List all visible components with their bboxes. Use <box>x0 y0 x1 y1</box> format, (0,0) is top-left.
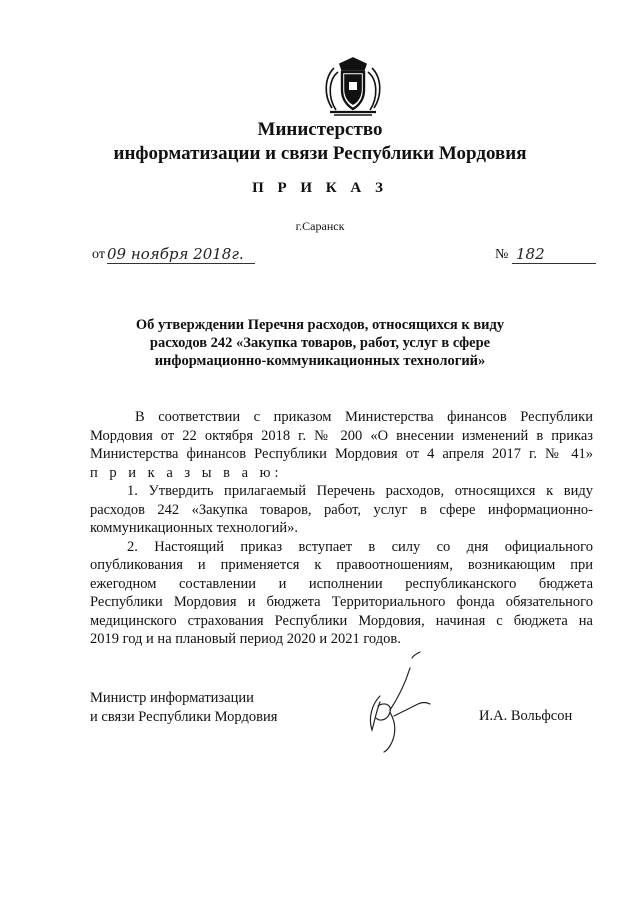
body-line: 1. Утвердить прилагаемый Перечень расходов, относящихся к виду <box>127 483 593 499</box>
body-line: медицинского страхования Республики Мордовия, начиная с бюджета на <box>90 612 593 629</box>
position-line: Министр информатизации <box>90 690 254 706</box>
body-line: 2. Настоящий приказ вступает в силу со дня официального <box>127 538 593 555</box>
number-prefix: № <box>495 247 509 262</box>
position-line: и связи Республики Мордовия <box>90 709 278 725</box>
handwritten-date: 09 ноября 2018г. <box>107 245 244 263</box>
body-line: Республики Мордовия и бюджета Территориального фонда обязательного <box>90 594 593 610</box>
body-line: коммуникационных технологий». <box>90 520 299 536</box>
body-line: расходов 242 «Закупка товаров, работ, услуг в сфере информационно- <box>90 501 593 518</box>
order-title <box>120 316 520 370</box>
ministry-name-line1: Министерство <box>257 119 383 140</box>
number-underline <box>512 263 596 264</box>
body-line: В соответствии с приказом Министерства финансов Республики <box>135 409 593 425</box>
body-line: Министерства финансов Республики Мордовия от 4 апреля 2017 г. № 41» <box>90 446 593 462</box>
order-body <box>90 408 593 649</box>
document-type: П Р И К А З <box>252 180 388 196</box>
handwritten-signature <box>350 646 440 756</box>
signatory-position <box>90 689 277 727</box>
signatory-name: И.А. Вольфсон <box>479 708 573 724</box>
body-line: Мордовия от 22 октября 2018 г. № 200 «О внесении изменений в приказ <box>90 427 593 444</box>
city: г.Саранск <box>295 219 345 233</box>
date-prefix: от <box>92 247 105 262</box>
title-line: информационно-коммуникационных технологий» <box>154 353 486 369</box>
handwritten-number: 182 <box>516 245 545 263</box>
body-line: п р и к а з ы в а ю: <box>90 464 283 481</box>
ministry-name-line2: информатизации и связи Республики Мордовия <box>113 143 527 164</box>
coat-of-arms-icon <box>320 52 386 118</box>
body-line: 2019 год и на плановый период 2020 и 2021 годов. <box>90 631 401 647</box>
date-underline <box>107 263 255 264</box>
title-line: Об утверждении Перечня расходов, относящихся к виду <box>135 317 505 333</box>
body-line: ежегодном составлении и исполнении республиканского бюджета <box>90 575 593 592</box>
body-line: опубликования и применяется к правоотношениям, возникающим при <box>90 557 593 573</box>
title-line: расходов 242 «Закупка товаров, работ, услуг в сфере <box>149 335 491 351</box>
